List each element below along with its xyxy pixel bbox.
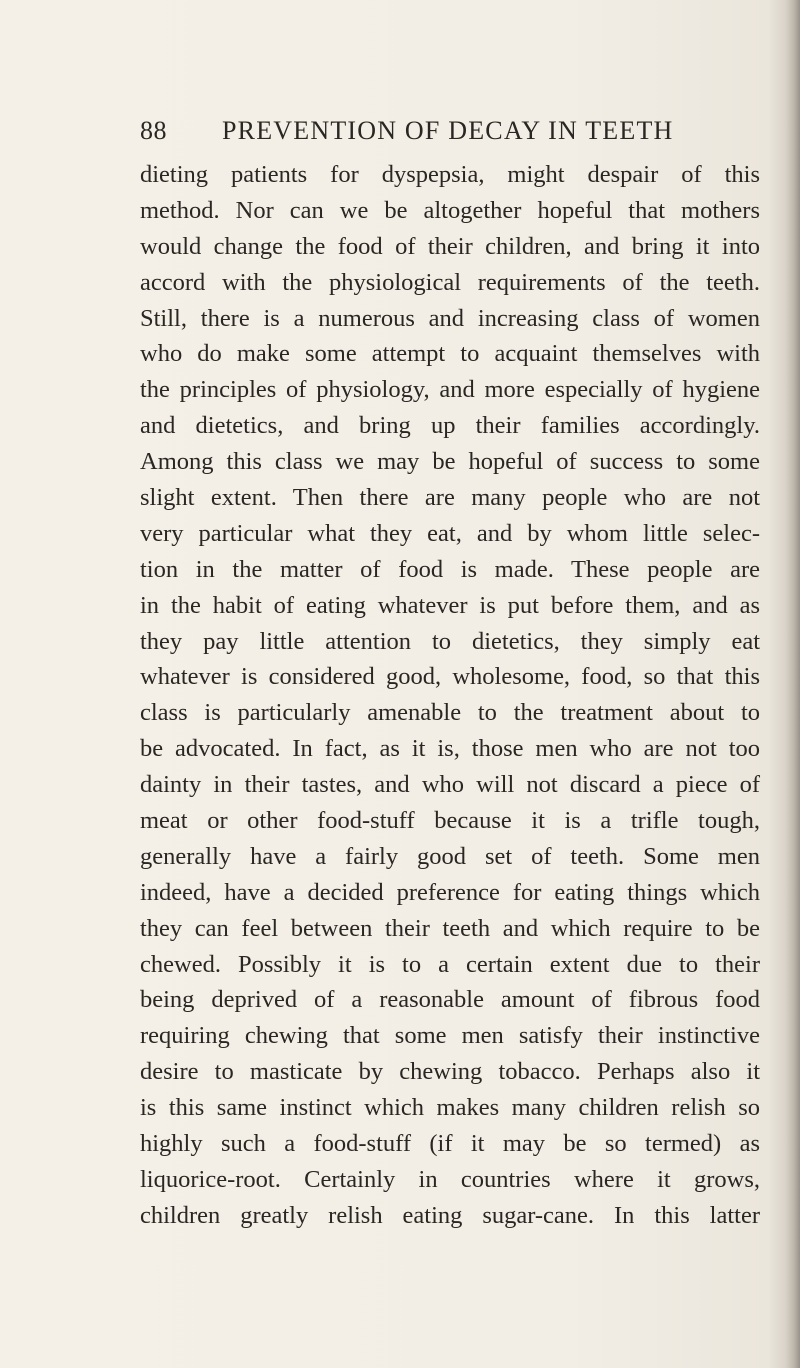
text-line: in the habit of eating whatever is put before them, and as	[140, 591, 760, 619]
text-line: meat or other food-stuff because it is a trifle tough,	[140, 807, 760, 835]
text-line: they can feel between their teeth and which require to be	[140, 914, 760, 942]
text-line: the principles of physiology, and more especially of hygiene	[140, 376, 760, 404]
text-line: children greatly relish eating sugar-cane. In this latter	[140, 1201, 760, 1229]
text-line: they pay little attention to dietetics, they simply eat	[140, 627, 760, 655]
text-line: liquorice-root. Certainly in countries where it grows,	[140, 1165, 760, 1193]
text-line: class is particularly amenable to the treatment about to	[140, 699, 760, 727]
text-line: being deprived of a reasonable amount of fibrous food	[140, 986, 760, 1014]
page-number: 88	[140, 116, 167, 145]
text-line: generally have a fairly good set of teeth. Some men	[140, 842, 760, 870]
text-line: and dietetics, and bring up their families accordingly.	[140, 412, 760, 440]
text-line: dieting patients for dyspepsia, might despair of this	[140, 161, 760, 188]
text-line: requiring chewing that some men satisfy their instinctive	[140, 1022, 760, 1050]
text-line: who do make some attempt to acquaint themselves with	[140, 340, 760, 368]
running-head-title: PREVENTION OF DECAY IN TEETH	[222, 116, 674, 145]
text-line: very particular what they eat, and by whom little selec-	[140, 519, 760, 547]
text-line: method. Nor can we be altogether hopeful that mothers	[140, 196, 760, 224]
text-line: Still, there is a numerous and increasing class of women	[140, 304, 760, 332]
text-line: chewed. Possibly it is to a certain extent due to their	[140, 950, 760, 978]
text-line: would change the food of their children, and bring it into	[140, 232, 760, 260]
text-line: Among this class we may be hopeful of success to some	[140, 448, 760, 476]
text-line: be advocated. In fact, as it is, those men who are not too	[140, 735, 760, 763]
text-line: accord with the physiological requirements of the teeth.	[140, 268, 760, 296]
running-head	[140, 116, 760, 150]
text-line: slight extent. Then there are many people who are not	[140, 484, 760, 512]
text-line: dainty in their tastes, and who will not discard a piece of	[140, 771, 760, 799]
text-line: desire to masticate by chewing tobacco. Perhaps also it	[140, 1058, 760, 1086]
text-line: indeed, have a decided preference for eating things which	[140, 878, 760, 906]
text-line: highly such a food-stuff (if it may be so termed) as	[140, 1130, 760, 1158]
text-line: is this same instinct which makes many children relish so	[140, 1094, 760, 1122]
text-line: whatever is considered good, wholesome, food, so that this	[140, 663, 760, 691]
body-text	[140, 157, 760, 1234]
page-edge-shadow	[786, 0, 800, 1368]
text-line: tion in the matter of food is made. These people are	[140, 555, 760, 583]
